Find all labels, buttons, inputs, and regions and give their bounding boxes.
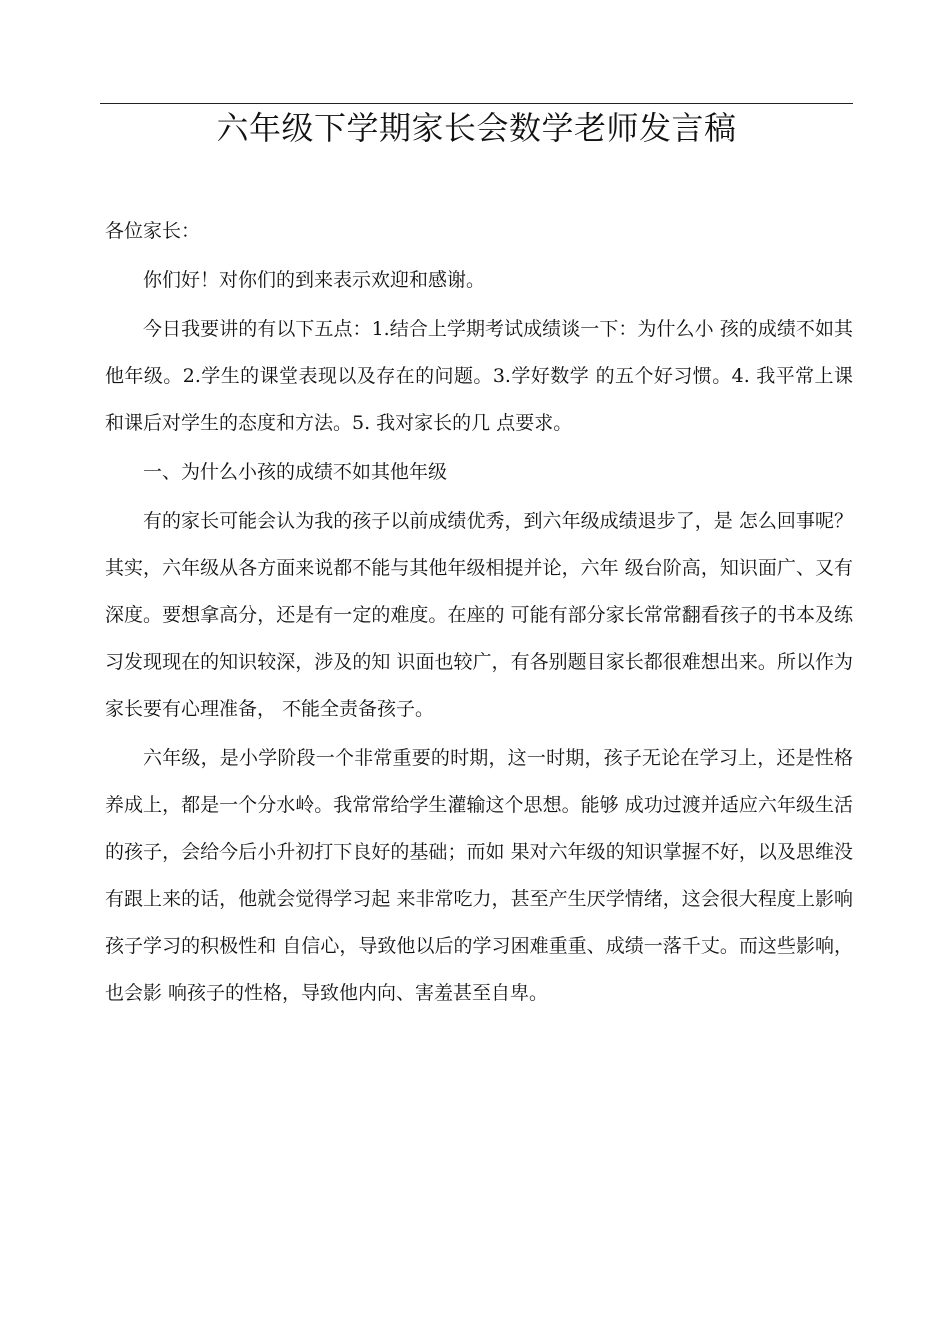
salutation: 各位家长：	[105, 220, 201, 242]
paragraph-grade-difficulty: 有的家长可能会认为我的孩子以前成绩优秀，到六年级成绩退步了，是 怎么回事呢？其实，六年级从各方面来说都不能与其他年级相提并论，六年 级台阶高，知识面广、又有深度。要想拿高分，还是有一定的难度。在座的 可能有部分家长常常翻看孩子的书本及练习发现现在的知识较深，涉及的知 识面也较广，有各别题目家长都很难想出来。所以作为家长要有心理准备， 不能全责备孩子。	[105, 510, 853, 720]
paragraph-greeting: 你们好！对你们的到来表示欢迎和感谢。	[143, 269, 486, 291]
document-title: 六年级下学期家长会数学老师发言稿	[216, 109, 737, 147]
paragraph-grade-importance: 六年级，是小学阶段一个非常重要的时期，这一时期，孩子无论在学习上，还是性格养成上，都是一个分水岭。我常常给学生灌输这个思想。能够 成功过渡并适应六年级生活的孩子，会给今后小升初打下良好的基础；而如 果对六年级的知识掌握不好，以及思维没有跟上来的话，他就会觉得学习起 来非常吃力，甚至产生厌学情绪，这会很大程度上影响孩子学习的积极性和 自信心，导致他以后的学习困难重重、成绩一落千丈。而这些影响，也会影 响孩子的性格，导致他内向、害羞甚至自卑。	[105, 747, 853, 1004]
document-body	[105, 208, 853, 1017]
section-heading-1: 一、为什么小孩的成绩不如其他年级	[143, 461, 448, 483]
paragraph-agenda: 今日我要讲的有以下五点：1.结合上学期考试成绩谈一下：为什么小 孩的成绩不如其他年级。2.学生的课堂表现以及存在的问题。3.学好数学 的五个好习惯。4. 我平常上课和课后对学生的态度和方法。5. 我对家长的几 点要求。	[105, 318, 853, 434]
